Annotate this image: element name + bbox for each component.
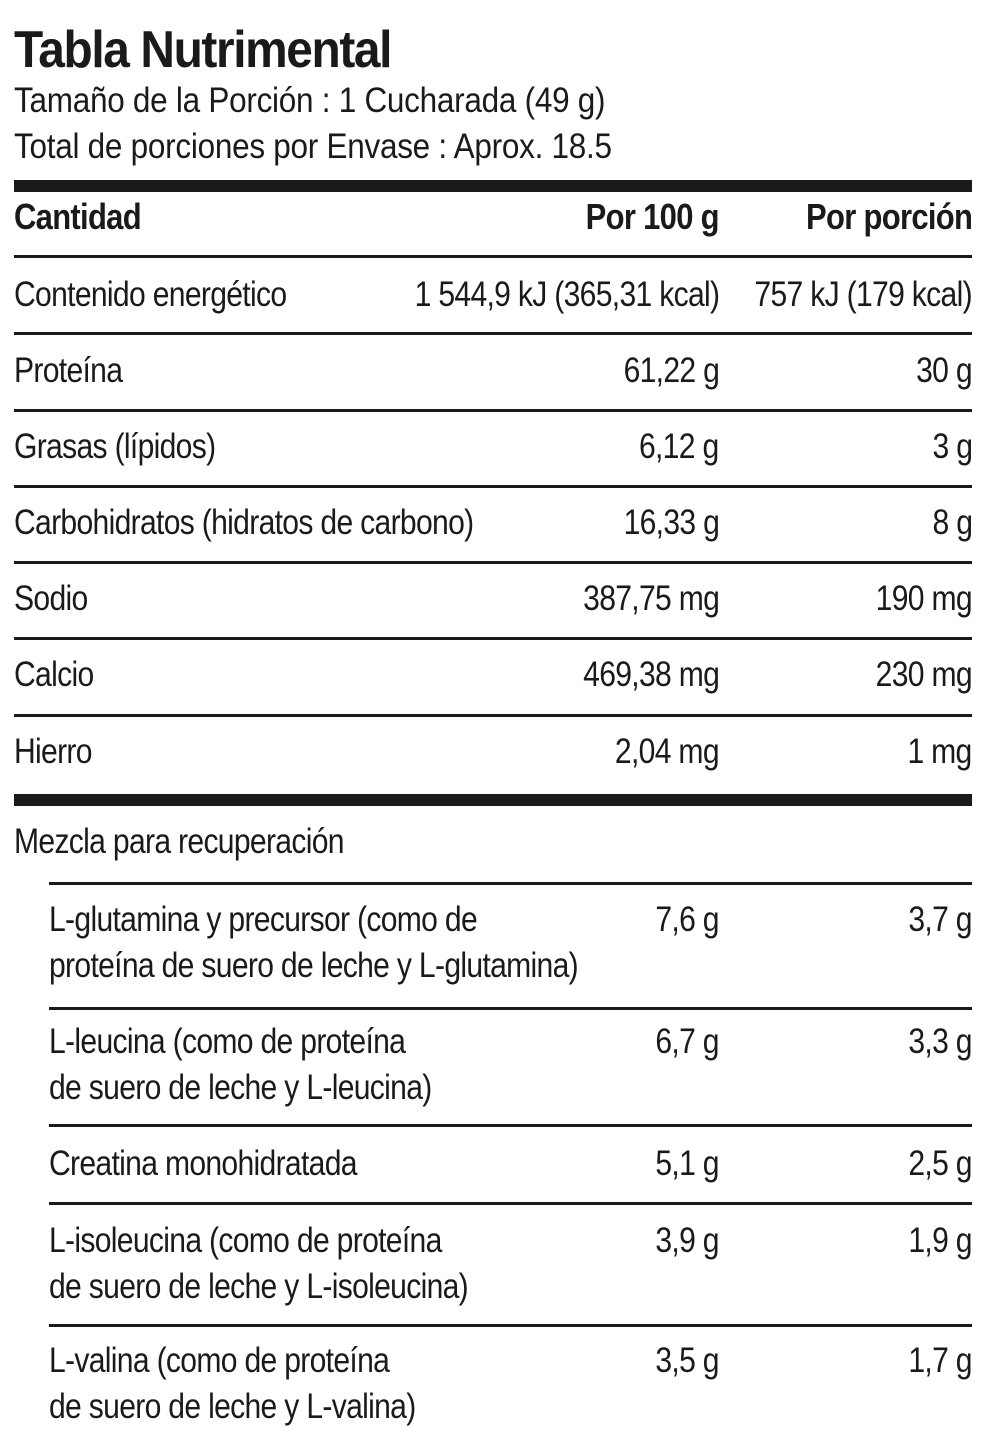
serving-size: Tamaño de la Porción : 1 Cucharada (49 g) [14, 81, 606, 120]
header-divider [14, 255, 972, 258]
top-thick-bar [14, 180, 972, 192]
column-header-per-serving: Por porción [805, 196, 972, 237]
row-divider [14, 409, 972, 412]
nutrient-per-serving: 230 mg [875, 655, 972, 694]
recovery-item-per-100g: 3,5 g [655, 1341, 719, 1380]
column-header-per-100g: Por 100 g [585, 196, 719, 237]
recovery-item-per-serving: 1,7 g [908, 1341, 972, 1380]
recovery-item-per-100g: 3,9 g [655, 1221, 719, 1260]
nutrient-per-100g: 387,75 mg [582, 579, 719, 618]
sub-row-divider [49, 1324, 972, 1327]
recovery-heading: Mezcla para recuperación [14, 822, 344, 861]
nutrient-per-100g: 469,38 mg [582, 655, 719, 694]
nutrient-name: Proteína [14, 351, 123, 390]
nutrient-name: Calcio [14, 655, 94, 694]
sub-row-divider [49, 1202, 972, 1205]
recovery-item-name: Creatina monohidratada [49, 1144, 357, 1183]
sub-row-divider [49, 882, 972, 885]
recovery-item-per-serving: 3,3 g [908, 1022, 972, 1061]
row-divider [14, 485, 972, 488]
nutrient-per-serving: 757 kJ (179 kcal) [754, 275, 972, 314]
recovery-item-per-serving: 2,5 g [908, 1144, 972, 1183]
nutrient-per-serving: 190 mg [875, 579, 972, 618]
recovery-item-per-serving: 1,9 g [908, 1221, 972, 1260]
row-divider [14, 637, 972, 640]
recovery-item-name: L-valina (como de proteína de suero de leche y L-valina) [49, 1341, 416, 1426]
nutrient-per-100g: 1 544,9 kJ (365,31 kcal) [414, 275, 719, 314]
nutrient-per-100g: 2,04 mg [615, 732, 719, 771]
row-divider [14, 714, 972, 717]
servings-per-container: Total de porciones por Envase : Aprox. 18.5 [14, 127, 612, 166]
nutrient-per-serving: 30 g [916, 351, 972, 390]
column-header-amount: Cantidad [14, 196, 141, 237]
recovery-item-per-100g: 5,1 g [655, 1144, 719, 1183]
nutrient-per-serving: 3 g [932, 427, 972, 466]
nutrient-per-100g: 6,12 g [639, 427, 719, 466]
recovery-item-name: L-leucina (como de proteína de suero de leche y L-leucina) [49, 1022, 432, 1107]
recovery-item-per-serving: 3,7 g [908, 900, 972, 939]
row-divider [14, 332, 972, 335]
recovery-item-name: L-isoleucina (como de proteína de suero de leche y L-isoleucina) [49, 1221, 469, 1306]
nutrient-per-100g: 61,22 g [623, 351, 719, 390]
recovery-item-per-100g: 6,7 g [655, 1022, 719, 1061]
table-title: Tabla Nutrimental [14, 21, 392, 79]
row-divider [14, 561, 972, 564]
nutrient-name: Grasas (lípidos) [14, 427, 216, 466]
nutrient-per-serving: 1 mg [907, 732, 972, 771]
recovery-item-name: L-glutamina y precursor (como de proteína de suero de leche y L-glutamina) [49, 900, 578, 985]
sub-row-divider [49, 1124, 972, 1127]
sub-row-divider [49, 1007, 972, 1010]
recovery-item-per-100g: 7,6 g [655, 900, 719, 939]
nutrient-name: Carbohidratos (hidratos de carbono) [14, 503, 474, 542]
nutrient-name: Sodio [14, 579, 88, 618]
nutrient-per-100g: 16,33 g [623, 503, 719, 542]
nutrient-name: Contenido energético [14, 275, 287, 314]
section-thick-bar [14, 794, 972, 806]
nutrient-per-serving: 8 g [932, 503, 972, 542]
nutrition-table [14, 21, 972, 1426]
nutrient-name: Hierro [14, 732, 92, 771]
